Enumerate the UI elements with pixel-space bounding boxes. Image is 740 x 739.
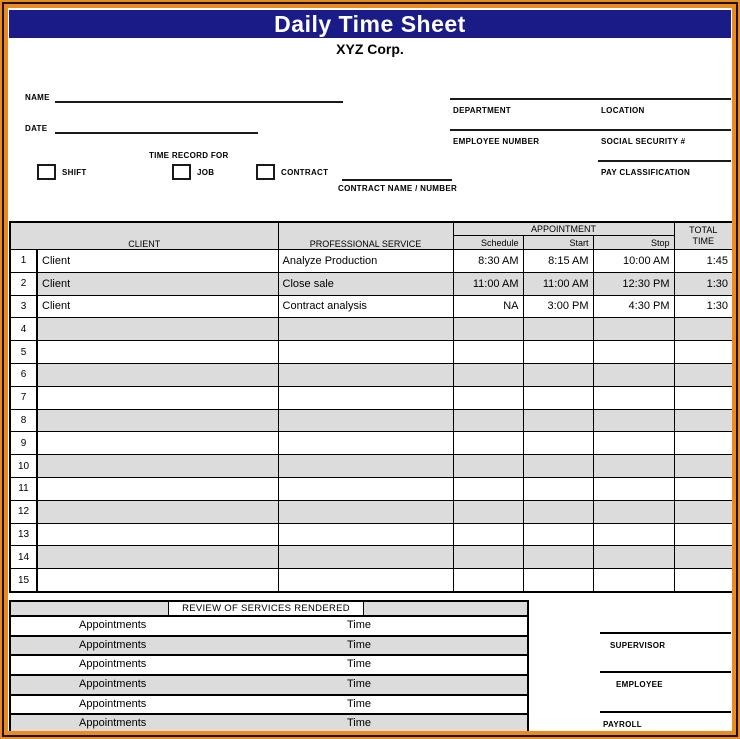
schedule-cell[interactable] [453,386,523,409]
start-cell[interactable] [523,455,593,478]
schedule-cell[interactable]: NA [453,295,523,318]
social-security-label: SOCIAL SECURITY # [601,137,686,146]
supervisor-label: SUPERVISOR [610,641,666,650]
appointments-label: Appointments [79,678,147,691]
row-number: 9 [10,432,37,455]
timesheet-header [10,222,733,250]
schedule-cell[interactable]: 11:00 AM [453,272,523,295]
client-cell[interactable]: Client [37,250,278,273]
row-number: 13 [10,523,37,546]
table-row [10,523,733,546]
start-cell[interactable] [523,318,593,341]
total-header-line2: TIME [692,236,715,246]
start-column-header: Start [523,236,593,250]
header-bar [9,10,731,38]
row-number: 14 [10,546,37,569]
time-label: Time [347,678,372,691]
stop-cell[interactable] [593,318,674,341]
stop-cell[interactable] [593,432,674,455]
service-cell[interactable]: Close sale [278,272,453,295]
shift-checkbox-label: SHIFT [62,168,87,177]
date-field[interactable] [55,132,258,134]
client-cell[interactable] [37,500,278,523]
schedule-cell[interactable] [453,341,523,364]
stop-cell[interactable] [593,477,674,500]
service-cell[interactable] [278,318,453,341]
total-cell[interactable] [674,523,733,546]
payroll-signature-line[interactable] [600,711,731,729]
client-cell[interactable] [37,341,278,364]
review-rows [11,617,527,733]
client-cell[interactable] [37,318,278,341]
client-cell[interactable]: Client [37,272,278,295]
schedule-column-header: Schedule [453,236,523,250]
timesheet-table [9,221,734,593]
stop-column-header: Stop [593,236,674,250]
time-label: Time [347,717,372,730]
total-cell[interactable] [674,500,733,523]
client-cell[interactable] [37,546,278,569]
time-label: Time [347,658,372,671]
employee-signature-line[interactable] [600,671,731,689]
service-cell[interactable]: Analyze Production [278,250,453,273]
row-number: 6 [10,363,37,386]
start-cell[interactable] [523,477,593,500]
total-cell[interactable] [674,455,733,478]
schedule-cell[interactable] [453,432,523,455]
schedule-cell[interactable] [453,409,523,432]
table-row [10,386,733,409]
table-row [10,250,733,273]
client-cell[interactable]: Client [37,295,278,318]
schedule-cell[interactable] [453,546,523,569]
total-cell[interactable] [674,363,733,386]
row-number: 4 [10,318,37,341]
review-row [11,715,527,733]
stop-cell[interactable] [593,363,674,386]
total-cell[interactable] [674,569,733,592]
stop-cell[interactable] [593,341,674,364]
row-number: 2 [10,272,37,295]
review-row [11,696,527,716]
stop-cell[interactable] [593,409,674,432]
client-cell[interactable] [37,363,278,386]
supervisor-signature-line[interactable] [600,632,731,650]
contract-checkbox-label: CONTRACT [281,168,329,177]
employee-ssn-field[interactable] [450,129,731,131]
service-cell[interactable] [278,409,453,432]
total-cell[interactable] [674,432,733,455]
service-cell[interactable] [278,477,453,500]
table-row [10,432,733,455]
row-number: 11 [10,477,37,500]
client-cell[interactable] [37,477,278,500]
client-cell[interactable] [37,409,278,432]
service-cell[interactable] [278,523,453,546]
start-cell[interactable] [523,546,593,569]
time-label: Time [347,619,372,631]
job-checkbox[interactable] [172,164,191,180]
pay-classification-field[interactable] [598,160,731,162]
stop-cell[interactable] [593,500,674,523]
stop-cell[interactable] [593,523,674,546]
service-cell[interactable] [278,455,453,478]
review-row [11,676,527,696]
client-column-header: CLIENT [10,222,278,250]
client-cell[interactable] [37,455,278,478]
row-number: 7 [10,386,37,409]
start-cell[interactable]: 11:00 AM [523,272,593,295]
total-time-column-header [674,222,733,250]
appointment-group-header: APPOINTMENT [453,222,674,236]
schedule-cell[interactable] [453,318,523,341]
stop-cell[interactable] [593,455,674,478]
table-row [10,272,733,295]
stop-cell[interactable]: 4:30 PM [593,295,674,318]
name-label: NAME [25,93,50,102]
service-cell[interactable] [278,569,453,592]
start-cell[interactable] [523,363,593,386]
row-number: 15 [10,569,37,592]
total-cell[interactable]: 1:45 [674,250,733,273]
row-number: 8 [10,409,37,432]
stop-cell[interactable]: 12:30 PM [593,272,674,295]
service-cell[interactable] [278,341,453,364]
total-cell[interactable] [674,341,733,364]
schedule-cell[interactable] [453,569,523,592]
row-number: 5 [10,341,37,364]
schedule-cell[interactable] [453,363,523,386]
table-row [10,500,733,523]
table-row [10,295,733,318]
review-row [11,656,527,676]
table-row [10,363,733,386]
appointments-label: Appointments [79,697,147,710]
start-cell[interactable] [523,432,593,455]
total-cell[interactable] [674,546,733,569]
row-number: 3 [10,295,37,318]
total-cell[interactable] [674,386,733,409]
appointments-label: Appointments [79,658,147,671]
start-cell[interactable]: 8:15 AM [523,250,593,273]
company-name: XYZ Corp. [336,41,404,57]
shift-checkbox[interactable] [37,164,56,180]
contract-name-field[interactable] [342,179,452,181]
review-services-table [9,600,529,735]
start-cell[interactable]: 3:00 PM [523,295,593,318]
table-row [10,477,733,500]
service-cell[interactable] [278,386,453,409]
service-cell[interactable] [278,500,453,523]
time-label: Time [347,697,372,710]
page-title: Daily Time Sheet [274,11,466,37]
location-label: LOCATION [601,106,645,115]
employee-number-label: EMPLOYEE NUMBER [453,137,540,146]
pay-classification-label: PAY CLASSIFICATION [601,168,691,177]
start-cell[interactable] [523,409,593,432]
row-number: 10 [10,455,37,478]
contract-name-label: CONTRACT NAME / NUMBER [338,184,458,193]
client-cell[interactable] [37,432,278,455]
table-row [10,569,733,592]
service-cell[interactable] [278,546,453,569]
review-services-header [11,602,527,617]
review-row [11,617,527,637]
timesheet-body [10,250,733,592]
start-cell[interactable] [523,569,593,592]
total-header-line1: TOTAL [689,225,718,235]
schedule-cell[interactable] [453,523,523,546]
review-services-title: REVIEW OF SERVICES RENDERED [168,601,364,616]
total-cell[interactable] [674,409,733,432]
table-row [10,409,733,432]
stop-cell[interactable] [593,569,674,592]
total-cell[interactable] [674,477,733,500]
client-cell[interactable] [37,386,278,409]
table-row [10,341,733,364]
date-label: DATE [25,124,48,133]
service-cell[interactable] [278,432,453,455]
job-checkbox-label: JOB [197,168,215,177]
time-label: Time [347,638,372,651]
table-row [10,546,733,569]
time-record-for-label: TIME RECORD FOR [149,151,229,160]
total-cell[interactable]: 1:30 [674,295,733,318]
appointments-label: Appointments [79,619,147,631]
table-row [10,318,733,341]
service-column-header: PROFESSIONAL SERVICE [278,222,453,250]
table-row [10,455,733,478]
stop-cell[interactable]: 10:00 AM [593,250,674,273]
client-cell[interactable] [37,523,278,546]
row-number: 1 [10,250,37,273]
schedule-cell[interactable]: 8:30 AM [453,250,523,273]
client-cell[interactable] [37,569,278,592]
name-field[interactable] [55,101,343,103]
service-cell[interactable]: Contract analysis [278,295,453,318]
total-cell[interactable] [674,318,733,341]
row-number: 12 [10,500,37,523]
stop-cell[interactable] [593,386,674,409]
appointments-label: Appointments [79,638,147,651]
start-cell[interactable] [523,523,593,546]
service-cell[interactable] [278,363,453,386]
schedule-cell[interactable] [453,455,523,478]
payroll-label: PAYROLL [603,720,642,729]
department-location-field[interactable] [450,98,731,100]
start-cell[interactable] [523,386,593,409]
review-row [11,637,527,657]
start-cell[interactable] [523,500,593,523]
contract-checkbox[interactable] [256,164,275,180]
total-cell[interactable]: 1:30 [674,272,733,295]
schedule-cell[interactable] [453,477,523,500]
start-cell[interactable] [523,341,593,364]
schedule-cell[interactable] [453,500,523,523]
department-label: DEPARTMENT [453,106,511,115]
stop-cell[interactable] [593,546,674,569]
appointments-label: Appointments [79,717,147,730]
employee-label: EMPLOYEE [616,680,663,689]
